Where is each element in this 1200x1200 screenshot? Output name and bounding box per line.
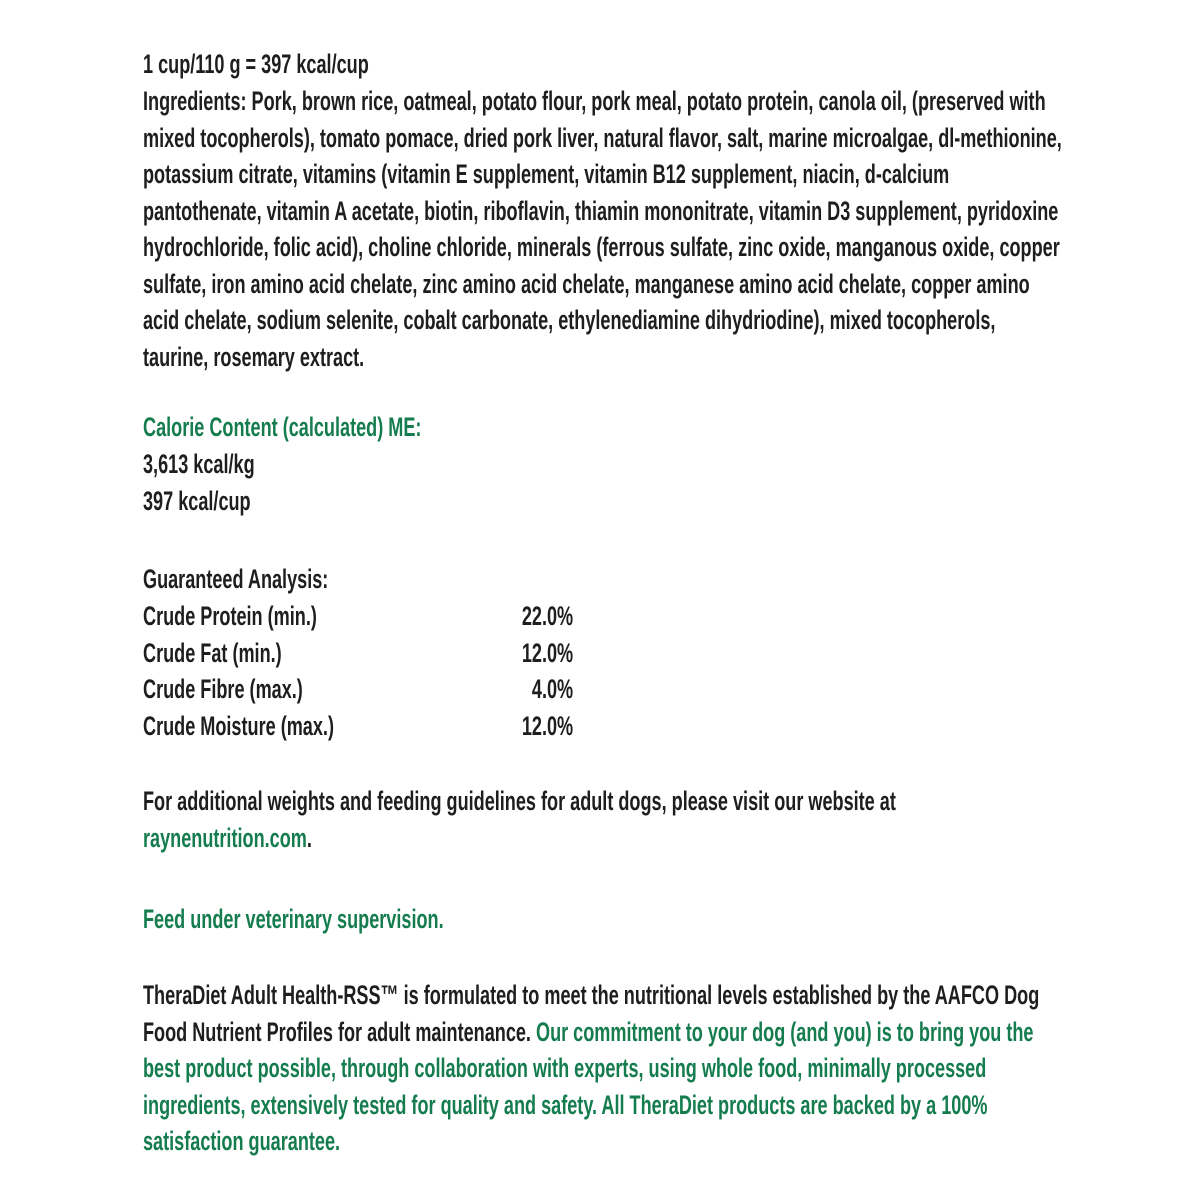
calorie-content-heading: Calorie Content (calculated) ME: (143, 412, 422, 442)
analysis-value: 12.0% (521, 637, 574, 668)
analysis-label: Crude Fibre (max.) (143, 674, 303, 704)
calorie-kcal-per-cup: 397 kcal/cup (143, 486, 251, 516)
analysis-value: 22.0% (521, 601, 574, 631)
aafco-statement-paragraph (143, 977, 1062, 1160)
table-row (143, 671, 573, 708)
analysis-label: Crude Moisture (max.) (143, 710, 334, 741)
analysis-value: 4.0% (531, 674, 574, 704)
website-note-period: . (306, 822, 312, 853)
table-row (143, 635, 573, 672)
table-row (143, 708, 573, 745)
guaranteed-analysis-heading: Guaranteed Analysis: (143, 564, 329, 594)
guaranteed-analysis-table (143, 598, 1062, 744)
website-note-text: For additional weights and feeding guidelines for adult dogs, please visit our website at (143, 786, 896, 816)
analysis-value: 12.0% (521, 710, 574, 741)
aafco-statement-green: Our commitment to your dog (and you) is to bring you the best product possible, through collaboration with experts, using whole food, minimally processed ingredients, extensively tested for quality and safety. All TheraDiet products are backed by a 100% satisfaction guarantee. (143, 1016, 1034, 1156)
supervision-note: Feed under veterinary supervision. (143, 904, 444, 934)
calorie-kcal-per-kg: 3,613 kcal/kg (143, 449, 255, 479)
ingredients-paragraph: Ingredients: Pork, brown rice, oatmeal, potato flour, pork meal, potato protein, canola oil, (preserved with mixed tocopherols), tomato pomace, dried pork liver, natural flavor, salt, marine microalgae, dl-methionine, potassium citrate, vitamins (vitamin E supplement, vitamin B12 supplement, niacin, d-calcium pantothenate, vitamin A acetate, biotin, riboflavin, thiamin mononitrate, vitamin D3 supplement, pyridoxine hydrochloride, folic acid), choline chloride, minerals (ferrous sulfate, zinc oxide, manganous oxide, copper sulfate, iron amino acid chelate, zinc amino acid chelate, manganese amino acid chelate, copper amino acid chelate, sodium selenite, cobalt carbonate, ethylenediamine dihydriodine), mixed tocopherols, taurine, rosemary extract. (143, 86, 1062, 372)
website-note-paragraph (143, 783, 1062, 856)
table-row (143, 598, 573, 635)
analysis-label: Crude Protein (min.) (143, 601, 317, 631)
analysis-label: Crude Fat (min.) (143, 637, 282, 668)
website-link: raynenutrition.com (143, 822, 307, 853)
aafco-statement-black: TheraDiet Adult Health-RSS™ is formulated to meet the nutritional levels established by the AAFCO Dog Food Nutrient Profiles for adult maintenance. (143, 980, 1040, 1047)
serving-calorie-line: 1 cup/110 g = 397 kcal/cup (143, 49, 369, 79)
